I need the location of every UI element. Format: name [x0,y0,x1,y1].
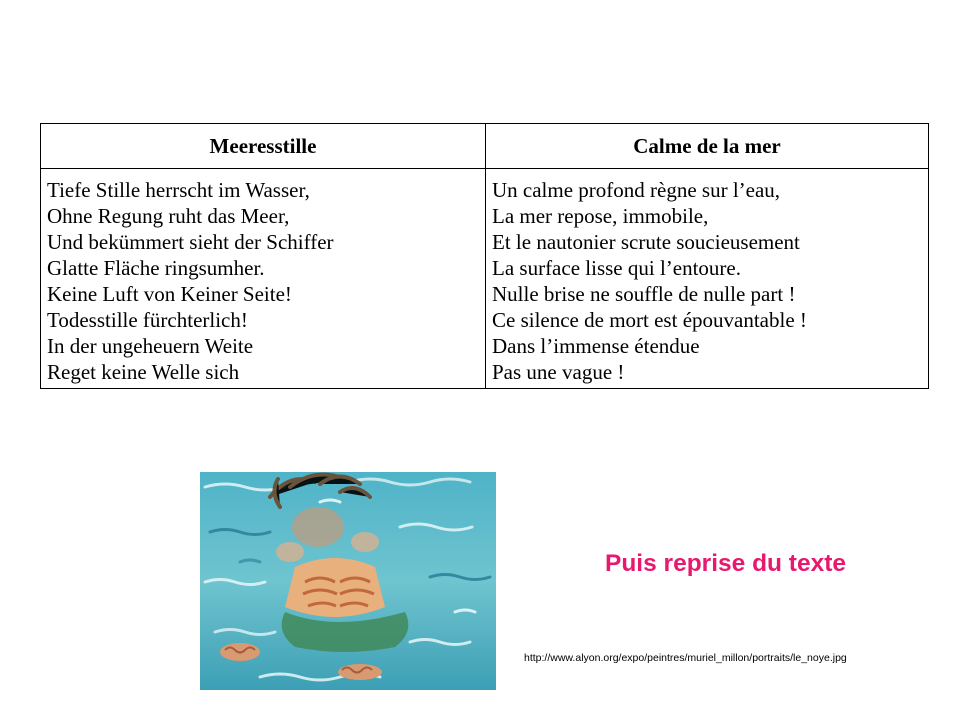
french-title: Calme de la mer [486,124,929,169]
german-line: Glatte Fläche ringsumher. [47,256,265,280]
french-line: Dans l’immense étendue [492,334,700,358]
french-line: Ce silence de mort est épouvantable ! [492,308,807,332]
poem-body-row [41,169,929,389]
german-stanza [41,169,486,389]
poem-table [40,123,929,389]
german-line: Todesstille fürchterlich! [47,308,248,332]
french-line: La mer repose, immobile, [492,204,709,228]
french-line: La surface lisse qui l’entoure. [492,256,741,280]
german-line: Keine Luft von Keiner Seite! [47,282,292,306]
german-line: In der ungeheuern Weite [47,334,254,358]
drowned-man-painting [200,472,496,690]
french-line: Un calme profond règne sur l’eau, [492,178,781,202]
reprise-note: Puis reprise du texte [605,550,847,577]
french-line: Nulle brise ne souffle de nulle part ! [492,282,796,306]
poem-header-row [41,124,929,169]
german-line: Und bekümmert sieht der Schiffer [47,230,334,254]
german-line: Tiefe Stille herrscht im Wasser, [47,178,310,202]
german-line: Ohne Regung ruht das Meer, [47,204,290,228]
german-line: Reget keine Welle sich [47,360,240,384]
image-source-url: http://www.alyon.org/expo/peintres/muriel_millon/portraits/le_noye.jpg [524,652,847,664]
french-line: Pas une vague ! [492,360,625,384]
french-stanza [486,169,929,389]
german-title: Meeresstille [41,124,486,169]
french-line: Et le nautonier scrute soucieusement [492,230,800,254]
